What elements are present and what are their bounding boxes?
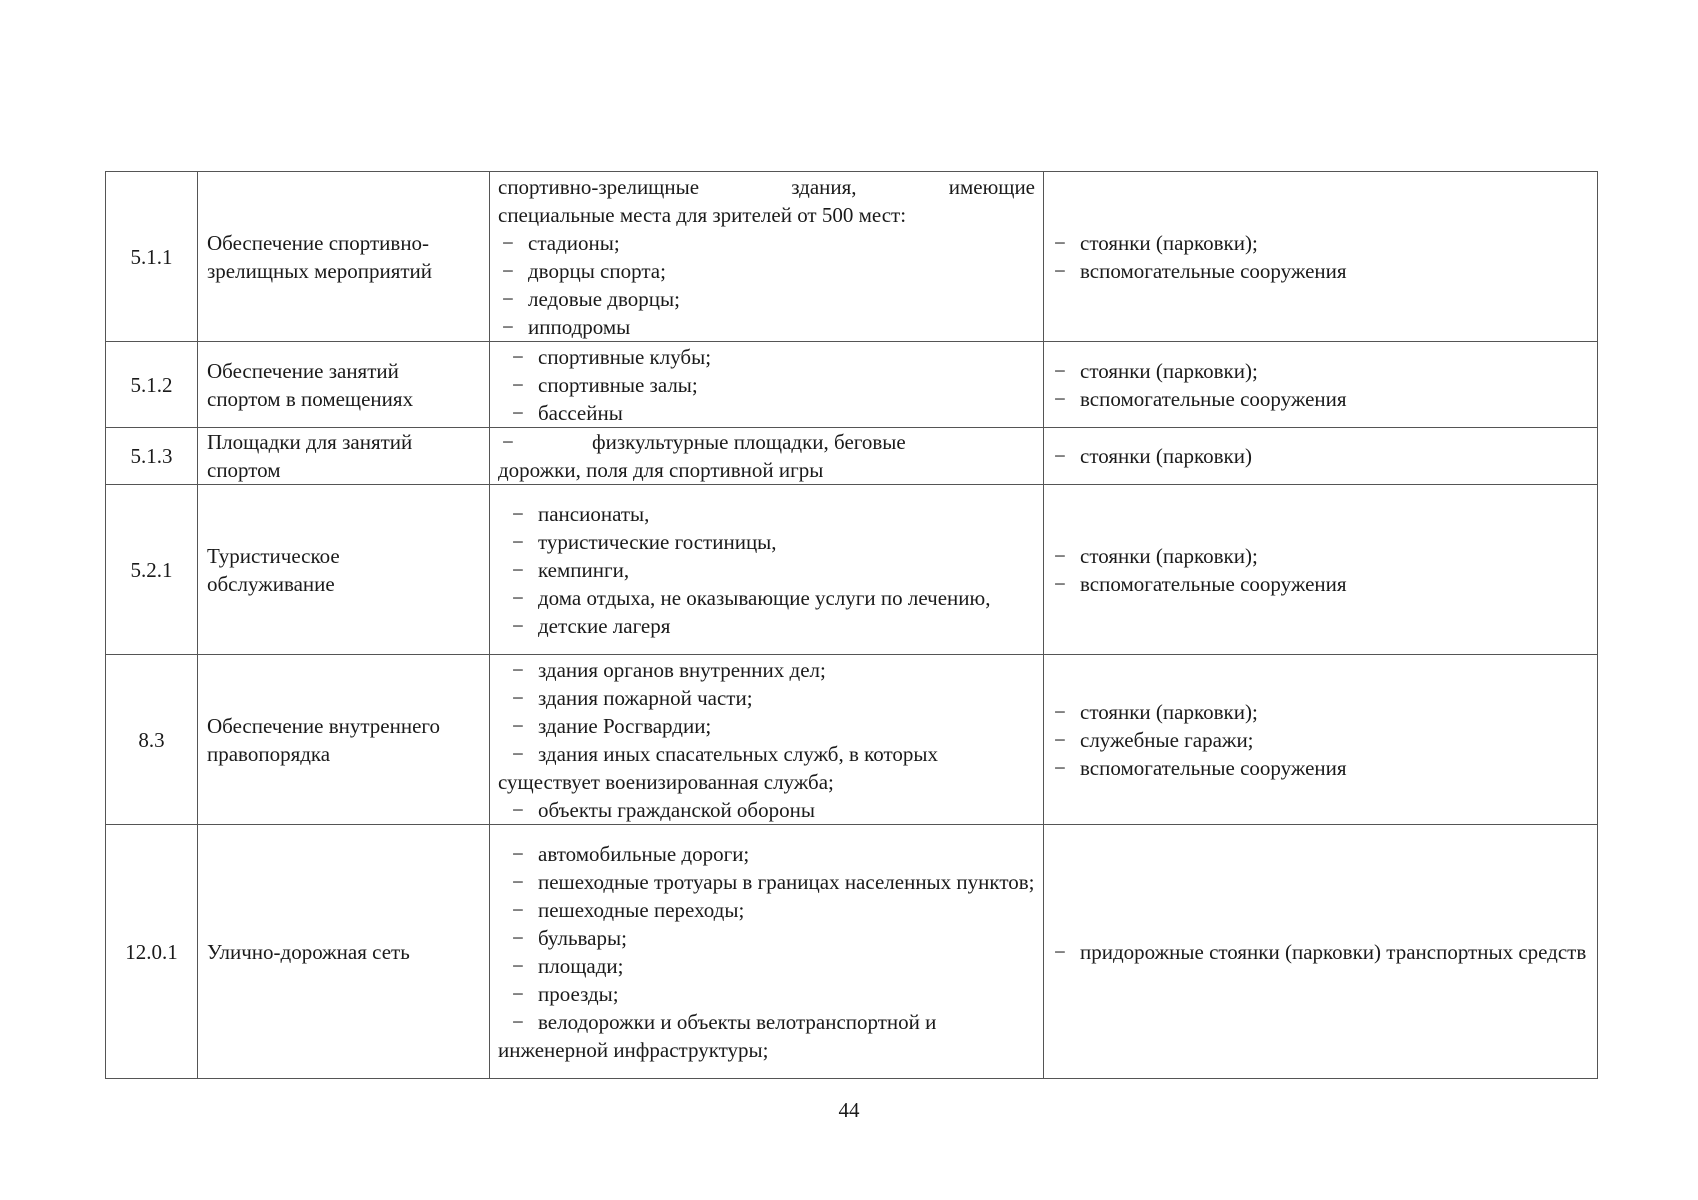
list-item: [1052, 442, 1589, 470]
row-name-line: правопорядка: [207, 741, 331, 766]
list-item-text: площади;: [538, 953, 624, 978]
list-item-text: объекты гражданской обороны: [538, 797, 815, 822]
dash-bullet: −: [502, 230, 514, 255]
list-item: [498, 556, 1035, 584]
main-uses-continuation: дорожки, поля для спортивной игры: [498, 458, 824, 482]
dash-bullet: −: [512, 557, 524, 582]
list-item-text: спортивные клубы;: [538, 344, 712, 369]
row-name-line: Туристическое: [207, 543, 340, 568]
list-item: [498, 313, 1035, 341]
dash-bullet: −: [512, 841, 524, 866]
dash-bullet: −: [512, 657, 524, 682]
dash-bullet: −: [512, 613, 524, 638]
row-name-cell: [198, 342, 490, 428]
list-item-text: стадионы;: [528, 230, 620, 255]
dash-bullet: −: [502, 286, 514, 311]
list-item: [498, 229, 1035, 257]
list-item-text: вспомогательные сооружения: [1080, 258, 1347, 283]
row-code: 5.1.3: [130, 444, 173, 468]
row-code: 5.2.1: [130, 557, 173, 582]
list-item: [498, 896, 1035, 924]
dash-bullet: −: [512, 529, 524, 554]
main-uses-cell: [490, 428, 1044, 485]
list-item: [1052, 698, 1589, 726]
row-code-cell: [106, 172, 198, 342]
dash-bullet: −: [512, 400, 524, 425]
list-item-text: физкультурные площадки, беговые: [592, 430, 906, 454]
accessory-uses-cell: [1044, 655, 1598, 825]
accessory-uses-cell: [1044, 825, 1598, 1079]
dash-bullet: −: [502, 314, 514, 339]
dash-bullet: −: [1054, 358, 1066, 383]
list-item: [498, 868, 1035, 896]
main-uses-cell: [490, 342, 1044, 428]
page-number: 44: [838, 1098, 860, 1122]
table-row: [106, 342, 1598, 428]
list-item-text: бульвары;: [538, 925, 627, 950]
dash-bullet: −: [512, 797, 524, 822]
table-body: [106, 172, 1598, 1079]
list-item: [498, 371, 1035, 399]
list-item: [498, 399, 1035, 427]
list-item-text: стоянки (парковки): [1080, 444, 1252, 468]
list-item: [498, 684, 1035, 712]
dash-bullet: −: [512, 585, 524, 610]
row-name-line: обслуживание: [207, 571, 335, 596]
dash-bullet: −: [512, 869, 524, 894]
list-item-text: придорожные стоянки (парковки) транспортных средств: [1080, 939, 1587, 964]
list-item-text: стоянки (парковки);: [1080, 358, 1258, 383]
list-item-text: велодорожки и объекты велотранспортной и инженерной инфраструктуры;: [498, 1009, 937, 1062]
list-item: [498, 257, 1035, 285]
row-name-cell: [198, 655, 490, 825]
list-item: [1052, 357, 1589, 385]
dash-bullet: −: [502, 430, 514, 454]
list-item-text: пешеходные тротуары в границах населенных пунктов;: [538, 869, 1035, 894]
row-code: 5.1.2: [130, 372, 173, 397]
dash-bullet: −: [512, 685, 524, 710]
dash-bullet: −: [1054, 699, 1066, 724]
list-item: [498, 584, 1035, 612]
list-item: [1052, 542, 1589, 570]
list-item-text: спортивные залы;: [538, 372, 698, 397]
row-name-line: Обеспечение внутреннего: [207, 713, 440, 738]
table-row: [106, 825, 1598, 1079]
dash-bullet: −: [1054, 444, 1066, 468]
accessory-uses-cell: [1044, 342, 1598, 428]
main-uses-cell: [490, 485, 1044, 655]
row-name-line: Улично-дорожная сеть: [207, 939, 410, 964]
list-item-text: стоянки (парковки);: [1080, 230, 1258, 255]
list-item: [498, 796, 1035, 824]
list-item: [1052, 754, 1589, 782]
accessory-uses-cell: [1044, 428, 1598, 485]
list-item: [498, 980, 1035, 1008]
dash-bullet: −: [512, 897, 524, 922]
list-item-text: вспомогательные сооружения: [1080, 571, 1347, 596]
list-item: [498, 712, 1035, 740]
dash-bullet: −: [512, 741, 524, 766]
list-item: [1052, 726, 1589, 754]
row-code-cell: [106, 655, 198, 825]
list-item: [498, 840, 1035, 868]
list-item: [498, 528, 1035, 556]
row-name-line: Обеспечение спортивно-: [207, 230, 430, 255]
list-item-text: пешеходные переходы;: [538, 897, 745, 922]
list-item-text: стоянки (парковки);: [1080, 543, 1258, 568]
list-item: [498, 656, 1035, 684]
dash-bullet: −: [1054, 939, 1066, 964]
row-code-cell: [106, 428, 198, 485]
row-name-line: зрелищных мероприятий: [207, 258, 433, 283]
row-name-line: спортом в помещениях: [207, 386, 414, 411]
row-code: 12.0.1: [125, 939, 178, 964]
list-item-text: вспомогательные сооружения: [1080, 755, 1347, 780]
list-item-text: бассейны: [538, 400, 623, 425]
list-item: [498, 924, 1035, 952]
dash-bullet: −: [512, 713, 524, 738]
list-item: [498, 500, 1035, 528]
list-item-text: автомобильные дороги;: [538, 841, 750, 866]
row-name-cell: [198, 428, 490, 485]
table-row: [106, 655, 1598, 825]
list-item: [498, 740, 1035, 796]
list-item-text: здания иных спасательных служб, в которых существует военизированная служба;: [498, 741, 939, 794]
dash-bullet: −: [1054, 755, 1066, 780]
row-code: 8.3: [138, 727, 165, 752]
dash-bullet: −: [512, 1009, 524, 1034]
row-code-cell: [106, 485, 198, 655]
row-name-line: Обеспечение занятий: [207, 358, 399, 383]
row-name-line: спортом: [207, 458, 281, 482]
dash-bullet: −: [512, 344, 524, 369]
list-item-text: дворцы спорта;: [528, 258, 666, 283]
list-item-text: ипподромы: [528, 314, 631, 339]
list-item-text: дома отдыха, не оказывающие услуги по лечению,: [538, 585, 991, 610]
table-row: [106, 428, 1598, 485]
dash-bullet: −: [1054, 230, 1066, 255]
list-item: [1052, 229, 1589, 257]
main-uses-intro-line: спортивно-зрелищные здания, имеющие: [498, 174, 1035, 199]
main-uses-cell: [490, 172, 1044, 342]
main-uses-cell: [490, 825, 1044, 1079]
list-item-text: служебные гаражи;: [1080, 727, 1254, 752]
dash-bullet: −: [512, 981, 524, 1006]
row-name-line: Площадки для занятий: [207, 430, 413, 454]
list-item-text: вспомогательные сооружения: [1080, 386, 1347, 411]
list-item: [498, 428, 1035, 456]
permitted-use-table: [105, 171, 1598, 1079]
table-row: [106, 485, 1598, 655]
list-item-text: стоянки (парковки);: [1080, 699, 1258, 724]
row-code: 5.1.1: [130, 244, 173, 269]
dash-bullet: −: [1054, 386, 1066, 411]
dash-bullet: −: [512, 372, 524, 397]
list-item: [498, 612, 1035, 640]
list-item: [498, 952, 1035, 980]
list-item-text: здания органов внутренних дел;: [538, 657, 826, 682]
list-item-text: здание Росгвардии;: [538, 713, 712, 738]
list-item-text: кемпинги,: [538, 557, 630, 582]
row-name-cell: [198, 172, 490, 342]
dash-bullet: −: [502, 258, 514, 283]
main-uses-cell: [490, 655, 1044, 825]
list-item: [498, 285, 1035, 313]
list-item: [498, 343, 1035, 371]
dash-bullet: −: [1054, 571, 1066, 596]
dash-bullet: −: [1054, 727, 1066, 752]
list-item: [1052, 938, 1589, 966]
list-item-text: туристические гостиницы,: [538, 529, 777, 554]
list-item: [1052, 385, 1589, 413]
dash-bullet: −: [512, 953, 524, 978]
dash-bullet: −: [512, 925, 524, 950]
list-item: [1052, 570, 1589, 598]
dash-bullet: −: [512, 501, 524, 526]
dash-bullet: −: [1054, 258, 1066, 283]
list-item: [1052, 257, 1589, 285]
list-item-text: ледовые дворцы;: [528, 286, 680, 311]
row-name-cell: [198, 825, 490, 1079]
row-code-cell: [106, 342, 198, 428]
list-item-text: проезды;: [538, 981, 619, 1006]
row-code-cell: [106, 825, 198, 1079]
list-item-text: здания пожарной части;: [538, 685, 753, 710]
table-row: [106, 172, 1598, 342]
row-name-cell: [198, 485, 490, 655]
list-item: [498, 1008, 1035, 1064]
accessory-uses-cell: [1044, 172, 1598, 342]
list-item-text: пансионаты,: [538, 501, 650, 526]
main-uses-intro-line: специальные места для зрителей от 500 мест:: [498, 202, 907, 227]
dash-bullet: −: [1054, 543, 1066, 568]
list-item-text: детские лагеря: [538, 613, 671, 638]
accessory-uses-cell: [1044, 485, 1598, 655]
